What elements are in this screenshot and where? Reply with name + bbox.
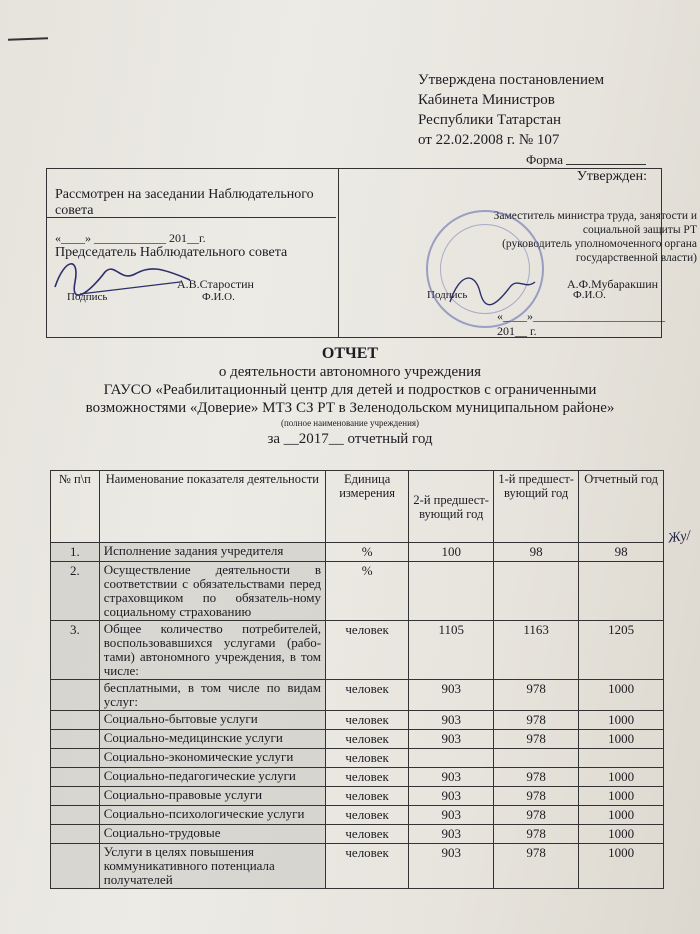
row-name: бесплатными, в том числе по видам услуг: xyxy=(99,680,325,711)
approval-date: «____»______________________ 201__ г. xyxy=(497,309,665,338)
row-num xyxy=(51,749,100,768)
row-unit: человек xyxy=(326,680,409,711)
row-year2: 903 xyxy=(409,711,494,730)
row-year2: 903 xyxy=(409,768,494,787)
table-row xyxy=(51,621,664,680)
row-year1: 978 xyxy=(494,730,579,749)
table-row xyxy=(51,768,664,787)
col-header-num: № п\п xyxy=(51,471,100,543)
deputy-signature xyxy=(440,262,540,312)
deputy-name: А.Ф.Мубаракшин xyxy=(567,277,659,291)
row-year2 xyxy=(409,749,494,768)
row-name: Исполнение задания учредителя xyxy=(99,543,325,562)
row-current xyxy=(579,749,664,768)
table-row xyxy=(51,543,664,562)
row-unit: человек xyxy=(326,768,409,787)
fio-label: Ф.И.О. xyxy=(202,291,235,303)
row-unit: человек xyxy=(326,806,409,825)
row-name: Социально-правовые услуги xyxy=(99,787,325,806)
table-row xyxy=(51,749,664,768)
fio-label: Ф.И.О. xyxy=(573,289,606,301)
deputy-line: (руководитель уполномоченного органа xyxy=(502,238,697,250)
approved-title: Утвержден: xyxy=(576,169,647,184)
row-year1 xyxy=(494,749,579,768)
row-year2: 903 xyxy=(409,680,494,711)
row-year2: 903 xyxy=(409,844,494,889)
row-name: Социально-экономические услуги xyxy=(99,749,325,768)
row-year1: 978 xyxy=(494,806,579,825)
institution-name-note: (полное наименование учреждения) xyxy=(280,418,420,428)
approval-line: от 22.02.2008 г. № 107 xyxy=(418,132,560,148)
row-current: 1000 xyxy=(579,844,664,889)
row-year2: 903 xyxy=(409,730,494,749)
row-name: Социально-медицинские услуги xyxy=(99,730,325,749)
row-unit: % xyxy=(326,562,409,621)
row-year2: 903 xyxy=(409,806,494,825)
review-title: Рассмотрен на заседании Наблюдательного совета xyxy=(55,187,314,218)
row-current: 1205 xyxy=(579,621,664,680)
row-name: Социально-трудовые xyxy=(99,825,325,844)
row-num xyxy=(51,806,100,825)
row-num xyxy=(51,730,100,749)
row-year1: 978 xyxy=(494,844,579,889)
row-year2: 903 xyxy=(409,787,494,806)
col-header-name: Наименование показателя деятельности xyxy=(99,471,325,543)
col-header-current: Отчетный год xyxy=(579,471,664,543)
approval-line: Утверждена постановлением xyxy=(418,72,605,88)
row-year2: 903 xyxy=(409,825,494,844)
row-year1 xyxy=(494,562,579,621)
sign-label: Подпись xyxy=(67,291,108,303)
row-unit: человек xyxy=(326,749,409,768)
table-row xyxy=(51,825,664,844)
form-underline xyxy=(566,164,646,165)
chairman-signature xyxy=(50,252,200,302)
row-unit: % xyxy=(326,543,409,562)
report-year: за __2017__ отчетный год xyxy=(267,431,433,447)
table-header-row xyxy=(51,471,664,543)
approval-line: Республики Татарстан xyxy=(418,112,562,128)
row-current: 98 xyxy=(579,543,664,562)
row-num xyxy=(51,825,100,844)
row-name: Социально-психологические услуги xyxy=(99,806,325,825)
table-row xyxy=(51,844,664,889)
row-num xyxy=(51,787,100,806)
table-row xyxy=(51,730,664,749)
row-name: Общее количество потребителей, воспользовавшихся услугами (рабо-тами) автономного учреждения, в том числе: xyxy=(99,621,325,680)
report-title: ОТЧЕТ xyxy=(321,345,379,362)
row-num xyxy=(51,768,100,787)
chairman-name: А.В.Старостин xyxy=(177,277,254,291)
report-title-block xyxy=(0,345,700,449)
table-row xyxy=(51,787,664,806)
row-year1: 978 xyxy=(494,711,579,730)
row-year1: 978 xyxy=(494,825,579,844)
row-year1: 978 xyxy=(494,787,579,806)
deputy-line: государственной власти) xyxy=(575,252,697,264)
row-current: 1000 xyxy=(579,825,664,844)
corner-pen-mark xyxy=(8,37,48,40)
row-unit: человек xyxy=(326,621,409,680)
review-date: «____» ____________ 201__г. xyxy=(55,231,206,245)
row-year2 xyxy=(409,562,494,621)
row-num xyxy=(51,844,100,889)
col-header-year2: 2-й предшест-вующий год xyxy=(409,471,494,543)
table-row xyxy=(51,806,664,825)
chairman-label: Председатель Наблюдательного совета xyxy=(55,245,288,260)
institution-name-line: возможностями «Доверие» МТЗ СЗ РТ в Зеленодольском муниципальном районе» xyxy=(85,400,615,416)
table-row xyxy=(51,680,664,711)
row-year1: 1163 xyxy=(494,621,579,680)
row-current: 1000 xyxy=(579,711,664,730)
row-current: 1000 xyxy=(579,768,664,787)
report-table xyxy=(50,470,664,889)
row-year2: 100 xyxy=(409,543,494,562)
sign-label: Подпись xyxy=(427,289,468,301)
row-unit: человек xyxy=(326,825,409,844)
row-num: 3. xyxy=(51,621,100,680)
row-num xyxy=(51,680,100,711)
margin-handwritten-note: Жу/ xyxy=(666,528,692,547)
row-year1: 978 xyxy=(494,680,579,711)
box-divider xyxy=(338,169,339,337)
table-row xyxy=(51,711,664,730)
row-unit: человек xyxy=(326,730,409,749)
col-header-year1: 1-й предшест-вующий год xyxy=(494,471,579,543)
table-row xyxy=(51,562,664,621)
row-current xyxy=(579,562,664,621)
institution-name-line: ГАУСО «Реабилитационный центр для детей и подростков с ограниченными xyxy=(103,382,597,398)
row-name: Социально-педагогические услуги xyxy=(99,768,325,787)
deputy-line: социальной защиты РТ xyxy=(582,224,697,236)
row-num: 2. xyxy=(51,562,100,621)
row-unit: человек xyxy=(326,787,409,806)
deputy-line: Заместитель министра труда, занятости и xyxy=(493,210,697,222)
row-num xyxy=(51,711,100,730)
approval-line: Кабинета Министров xyxy=(418,92,555,108)
row-unit: человек xyxy=(326,711,409,730)
report-subtitle: о деятельности автономного учреждения xyxy=(218,364,482,380)
form-label: Форма xyxy=(526,152,563,167)
row-name: Осуществление деятельности в соответствии с обязательствами перед страховщиком по обязатель-ному социальному страхованию xyxy=(99,562,325,621)
row-current: 1000 xyxy=(579,806,664,825)
approval-block xyxy=(418,70,688,150)
row-year1: 978 xyxy=(494,768,579,787)
row-num: 1. xyxy=(51,543,100,562)
row-name: Услуги в целях повышения коммуникативного потенциала получателей xyxy=(99,844,325,889)
row-name: Социально-бытовые услуги xyxy=(99,711,325,730)
row-year2: 1105 xyxy=(409,621,494,680)
row-year1: 98 xyxy=(494,543,579,562)
col-header-unit: Единица измерения xyxy=(326,471,409,543)
row-current: 1000 xyxy=(579,730,664,749)
row-current: 1000 xyxy=(579,680,664,711)
row-unit: человек xyxy=(326,844,409,889)
row-current: 1000 xyxy=(579,787,664,806)
